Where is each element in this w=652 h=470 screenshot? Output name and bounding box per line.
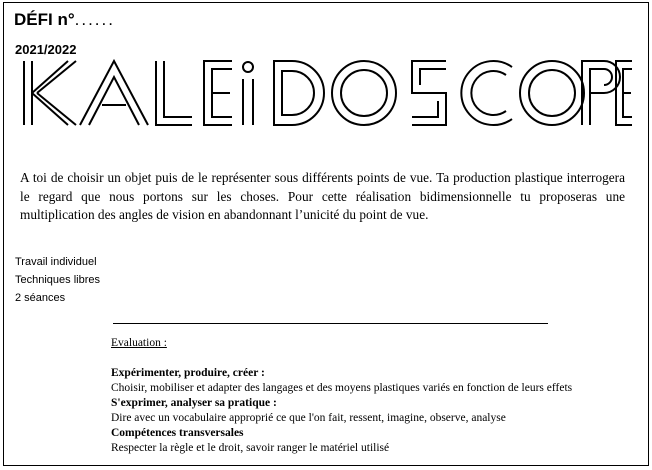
work-details [15, 253, 100, 307]
instructions-paragraph [20, 169, 625, 225]
logo-letter-s [412, 61, 446, 125]
criterion-text: Respecter la règle et le droit, savoir ranger le matériel utilisé [111, 442, 390, 454]
work-type: Travail individuel [15, 256, 97, 268]
logo-letter-a [80, 61, 148, 125]
school-year: 2021/2022 [15, 42, 77, 57]
criterion-heading: Expérimenter, produire, créer : [111, 367, 265, 379]
logo-letter-d [274, 61, 324, 125]
logo-letter-k [24, 61, 76, 125]
logo-letter-i [243, 62, 253, 125]
logo-letter-l [156, 61, 192, 125]
logo-letter-e [204, 61, 232, 125]
defi-number [14, 10, 115, 30]
evaluation-title [111, 336, 623, 351]
divider-line [113, 323, 548, 324]
criterion-text: Choisir, mobiliser et adapter des langages et des moyens plastiques variés en fonction de leurs effets [111, 382, 573, 394]
criterion-text: Dire avec un vocabulaire approprié ce que l'on fait, ressent, imagine, observe, analyse [111, 412, 506, 424]
evaluation-section [111, 323, 623, 456]
logo-letter-c [461, 61, 512, 125]
sessions: 2 séances [15, 292, 66, 304]
criterion-heading: Compétences transversales [111, 427, 244, 439]
worksheet-page [3, 2, 649, 466]
defi-dots: ...... [74, 10, 115, 29]
techniques: Techniques libres [15, 274, 100, 286]
evaluation-title-text: Evaluation : [111, 337, 167, 349]
defi-label: DÉFI n° [14, 10, 75, 29]
kaleidoscope-logo-graphic [16, 53, 636, 143]
kaleidoscope-title-logo [16, 53, 636, 143]
logo-letter-p [582, 61, 620, 125]
logo-letter-o [332, 61, 396, 125]
instructions-text: A toi de choisir un objet puis de le représenter sous différents points de vue. Ta production plastique interrogera le regard que nous portons sur les choses. Pour cette réalisation bidimensionnelle tu proposeras une multiplication des angles de vision en abandonnant l’unicité du point de vue. [20, 170, 625, 222]
criterion-heading: S'exprimer, analyser sa pratique : [111, 397, 277, 409]
